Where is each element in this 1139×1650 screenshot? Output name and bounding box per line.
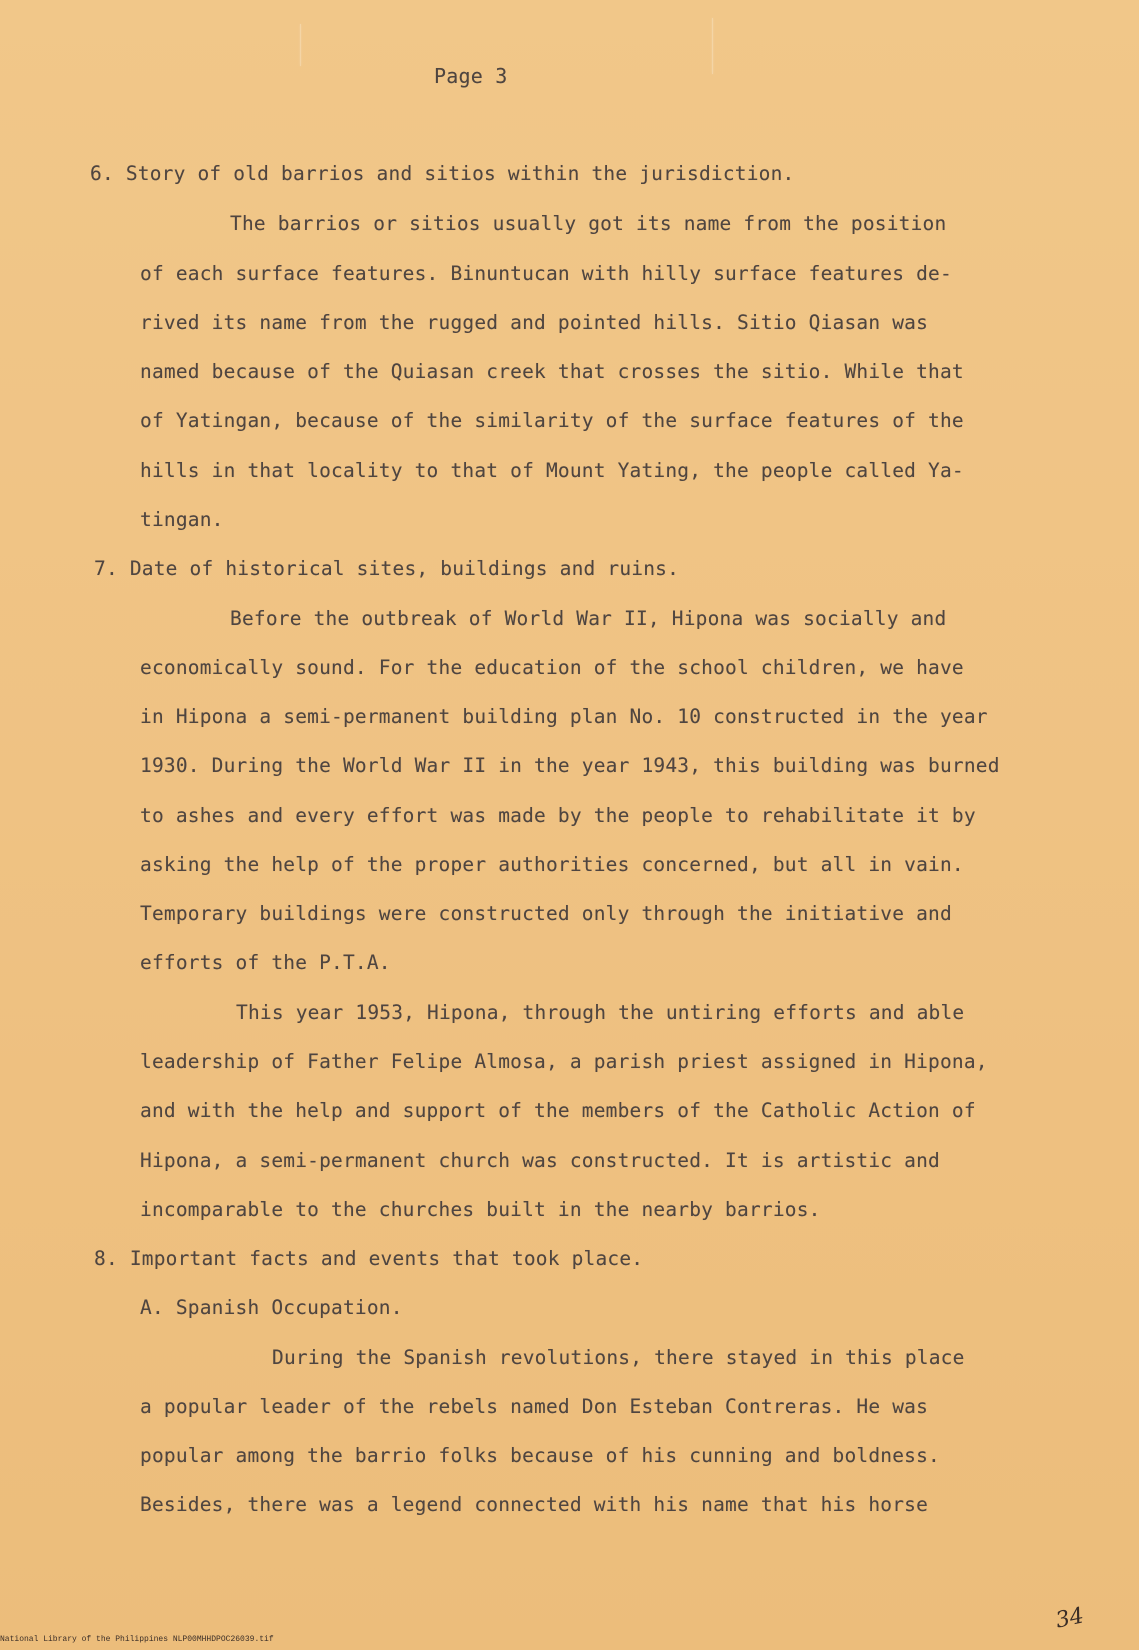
text-line-1: 6. Story of old barrios and sitios within the jurisdiction. [90, 162, 795, 185]
text-line-5: named because of the Quiasan creek that crosses the sitio. While that [140, 360, 964, 383]
text-line-26: a popular leader of the rebels named Don Esteban Contreras. He was [140, 1395, 929, 1418]
text-line-6: of Yatingan, because of the similarity of the surface features of the [140, 409, 964, 432]
text-line-3: of each surface features. Binuntucan with hilly surface features de- [140, 262, 952, 285]
text-line-22: incomparable to the churches built in the nearby barrios. [140, 1198, 821, 1221]
page-number-handwritten: 34 [1053, 1603, 1087, 1634]
text-line-27: popular among the barrio folks because of his cunning and boldness. [140, 1444, 940, 1467]
text-line-13: 1930. During the World War II in the year 1943, this building was burned [140, 754, 1000, 777]
text-line-19: leadership of Father Felipe Almosa, a parish priest assigned in Hipona, [140, 1050, 988, 1073]
text-line-15: asking the help of the proper authorities concerned, but all in vain. [140, 853, 964, 876]
text-line-7: hills in that locality to that of Mount Yating, the people called Ya- [140, 459, 964, 482]
text-line-21: Hipona, a semi-permanent church was constructed. It is artistic and [140, 1149, 940, 1172]
text-line-25: During the Spanish revolutions, there stayed in this place [272, 1346, 965, 1369]
text-line-8: tingan. [140, 508, 224, 531]
archive-footer: National Library of the Philippines NLP00MHHDPOC26039.tif [0, 1635, 274, 1644]
text-line-24: A. Spanish Occupation. [140, 1296, 403, 1319]
text-line-28: Besides, there was a legend connected with his name that his horse [140, 1493, 929, 1516]
text-line-17: efforts of the P.T.A. [140, 951, 391, 974]
text-line-10: Before the outbreak of World War II, Hipona was socially and [230, 607, 947, 630]
text-line-2: The barrios or sitios usually got its name from the position [230, 212, 947, 235]
paper-mark-right [712, 18, 713, 74]
text-line-14: to ashes and every effort was made by the people to rehabilitate it by [140, 804, 976, 827]
text-line-20: and with the help and support of the members of the Catholic Action of [140, 1099, 976, 1122]
text-line-18: This year 1953, Hipona, through the untiring efforts and able [236, 1001, 965, 1024]
text-line-4: rived its name from the rugged and pointed hills. Sitio Qiasan was [140, 311, 929, 334]
page-header: Page 3 [434, 64, 508, 88]
text-line-9: 7. Date of historical sites, buildings and ruins. [94, 557, 680, 580]
text-line-12: in Hipona a semi-permanent building plan No. 10 constructed in the year [140, 705, 988, 728]
paper-mark-left [300, 24, 301, 66]
text-line-16: Temporary buildings were constructed only through the initiative and [140, 902, 952, 925]
text-line-11: economically sound. For the education of the school children, we have [140, 656, 964, 679]
text-line-23: 8. Important facts and events that took place. [94, 1247, 644, 1270]
